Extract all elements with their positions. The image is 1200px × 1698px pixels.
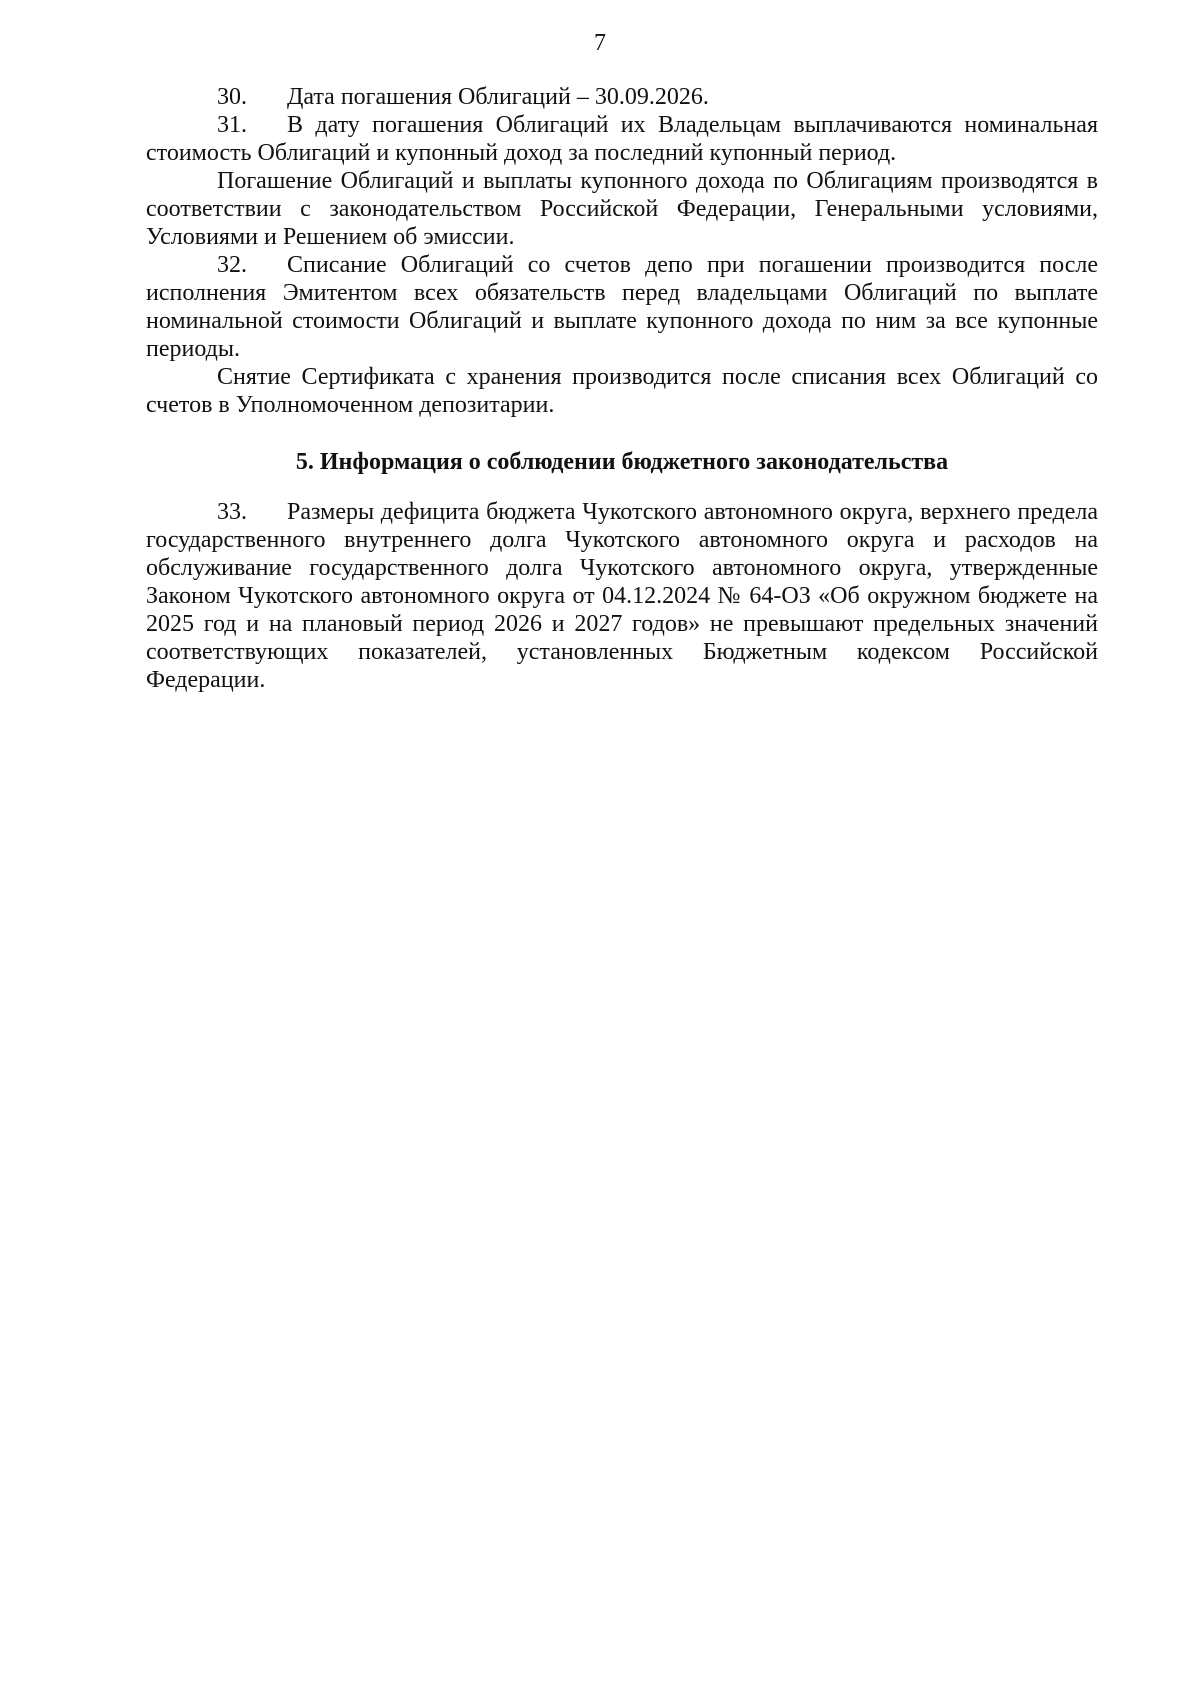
page-number: 7 <box>594 30 606 56</box>
paragraph-number: 30. <box>217 84 247 110</box>
paragraph-text: Дата погашения Облигаций – 30.09.2026. <box>287 84 709 110</box>
paragraph-number: 32. <box>217 252 247 278</box>
section-heading: 5. Информация о соблюдении бюджетного законодательства <box>295 449 949 475</box>
paragraph-number: 31. <box>217 112 247 138</box>
paragraph-text: В дату погашения Облигаций их Владельцам выплачиваются номинальная стоимость Облигаций и купонный доход за последний купонный период. <box>146 112 1098 166</box>
paragraph-32-continued: Снятие Сертификата с хранения производится после списания всех Облигаций со счетов в Уполномоченном депозитарии. <box>146 364 1098 418</box>
paragraph-32 <box>146 251 1098 363</box>
paragraph-text: Размеры дефицита бюджета Чукотского автономного округа, верхнего предела государственного внутреннего долга Чукотского автономного округа и расходов на обслуживание государственного долга Чукотского автономного округа, утвержденные Законом Чукотского автономного округа от 04.12.2024 № 64-ОЗ «Об окружном бюджете на 2025 год и на плановый период 2026 и 2027 годов» не превышают предельных значений соответствующих показателей, установленных Бюджетным кодексом Российской Федерации. <box>146 499 1098 693</box>
document-body <box>146 83 1098 694</box>
paragraph-30 <box>146 83 1098 111</box>
paragraph-31-continued: Погашение Облигаций и выплаты купонного дохода по Облигациям производятся в соответствии с законодательством Российской Федерации, Генеральными условиями, Условиями и Решением об эмиссии. <box>146 168 1098 250</box>
paragraph-number: 33. <box>217 499 247 525</box>
paragraph-text: Списание Облигаций со счетов депо при погашении производится после исполнения Эмитентом всех обязательств перед владельцами Облигаций по выплате номинальной стоимости Облигаций и выплате купонного дохода по ним за все купонные периоды. <box>146 252 1098 362</box>
paragraph-33 <box>146 498 1098 694</box>
paragraph-31 <box>146 111 1098 167</box>
